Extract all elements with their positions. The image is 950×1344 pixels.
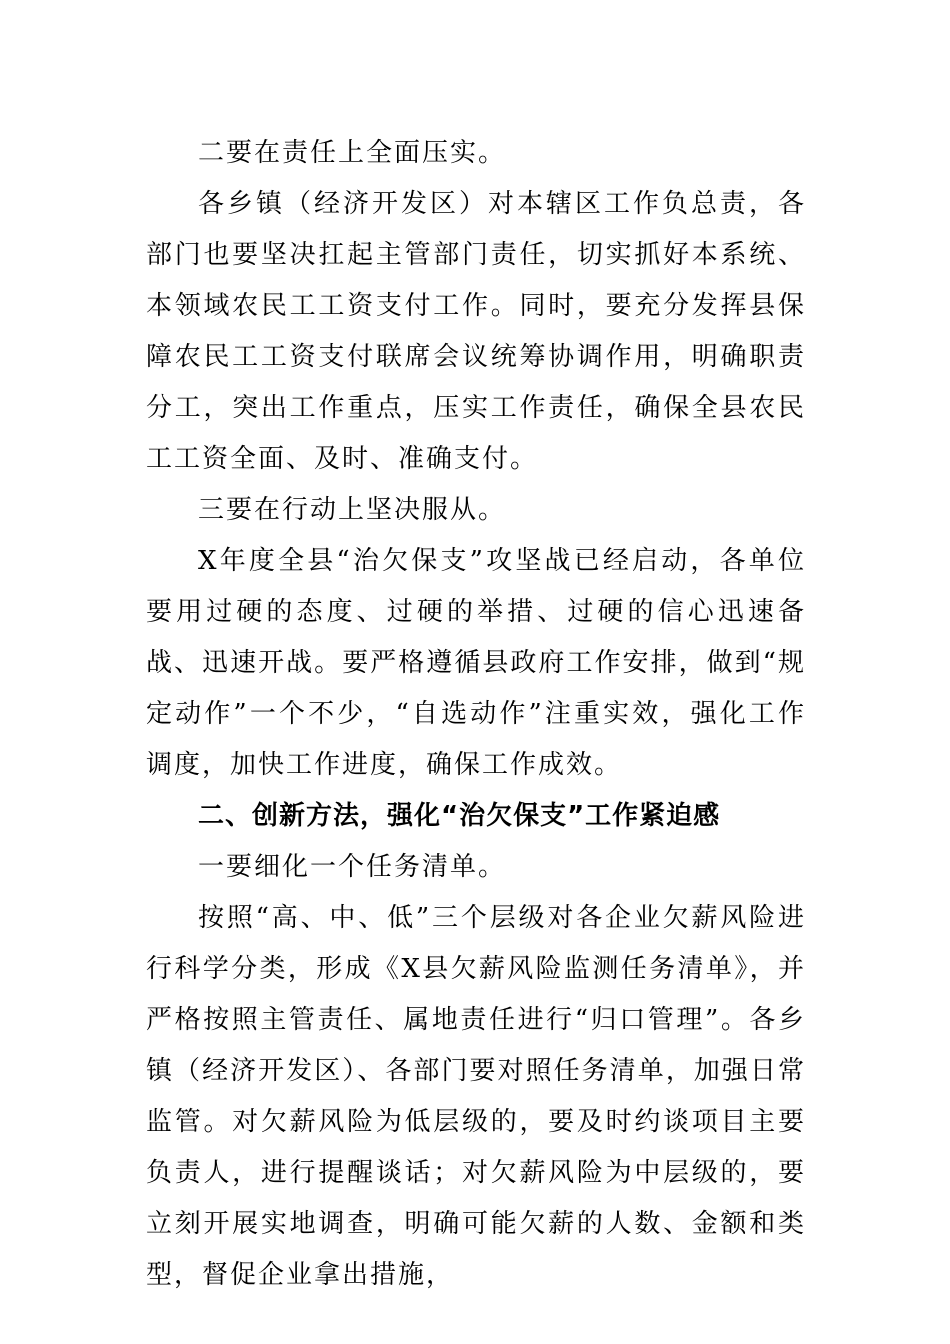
paragraph-responsibility-subheading: 二要在责任上全面压实。 bbox=[198, 138, 507, 168]
paragraph-action-body: X年度全县“治欠保支”攻坚战已经启动，各单位要用过硬的态度、过硬的举措、过硬的信心迅速备战、迅速开战。要严格遵循县政府工作安排，做到“规定动作”一个不少，“自选动作”注重实效，强化工作调度，加快工作进度，确保工作成效。 bbox=[146, 546, 806, 780]
paragraph-task-list-body: 按照“高、中、低”三个层级对各企业欠薪风险进行科学分类，形成《X县欠薪风险监测任务清单》，并严格按照主管责任、属地责任进行“归口管理”。各乡镇（经济开发区）、各部门要对照任务清单，加强日常监管。对欠薪风险为低层级的，要及时约谈项目主要负责人，进行提醒谈话；对欠薪风险为中层级的，要立刻开展实地调查，明确可能欠薪的人数、金额和类型，督促企业拿出措施， bbox=[146, 903, 806, 1290]
document-body bbox=[146, 128, 806, 1301]
paragraph-responsibility-body: 各乡镇（经济开发区）对本辖区工作负总责，各部门也要坚决扛起主管部门责任，切实抓好本系统、本领域农民工工资支付工作。同时，要充分发挥县保障农民工工资支付联席会议统筹协调作用，明确职责分工，突出工作重点，压实工作责任，确保全县农民工工资全面、及时、准确支付。 bbox=[146, 189, 806, 474]
paragraph-task-list-subheading: 一要细化一个任务清单。 bbox=[198, 852, 507, 882]
paragraph-action-subheading: 三要在行动上坚决服从。 bbox=[198, 495, 507, 525]
section-heading-innovation: 二、创新方法，强化“治欠保支”工作紧迫感 bbox=[198, 801, 721, 831]
